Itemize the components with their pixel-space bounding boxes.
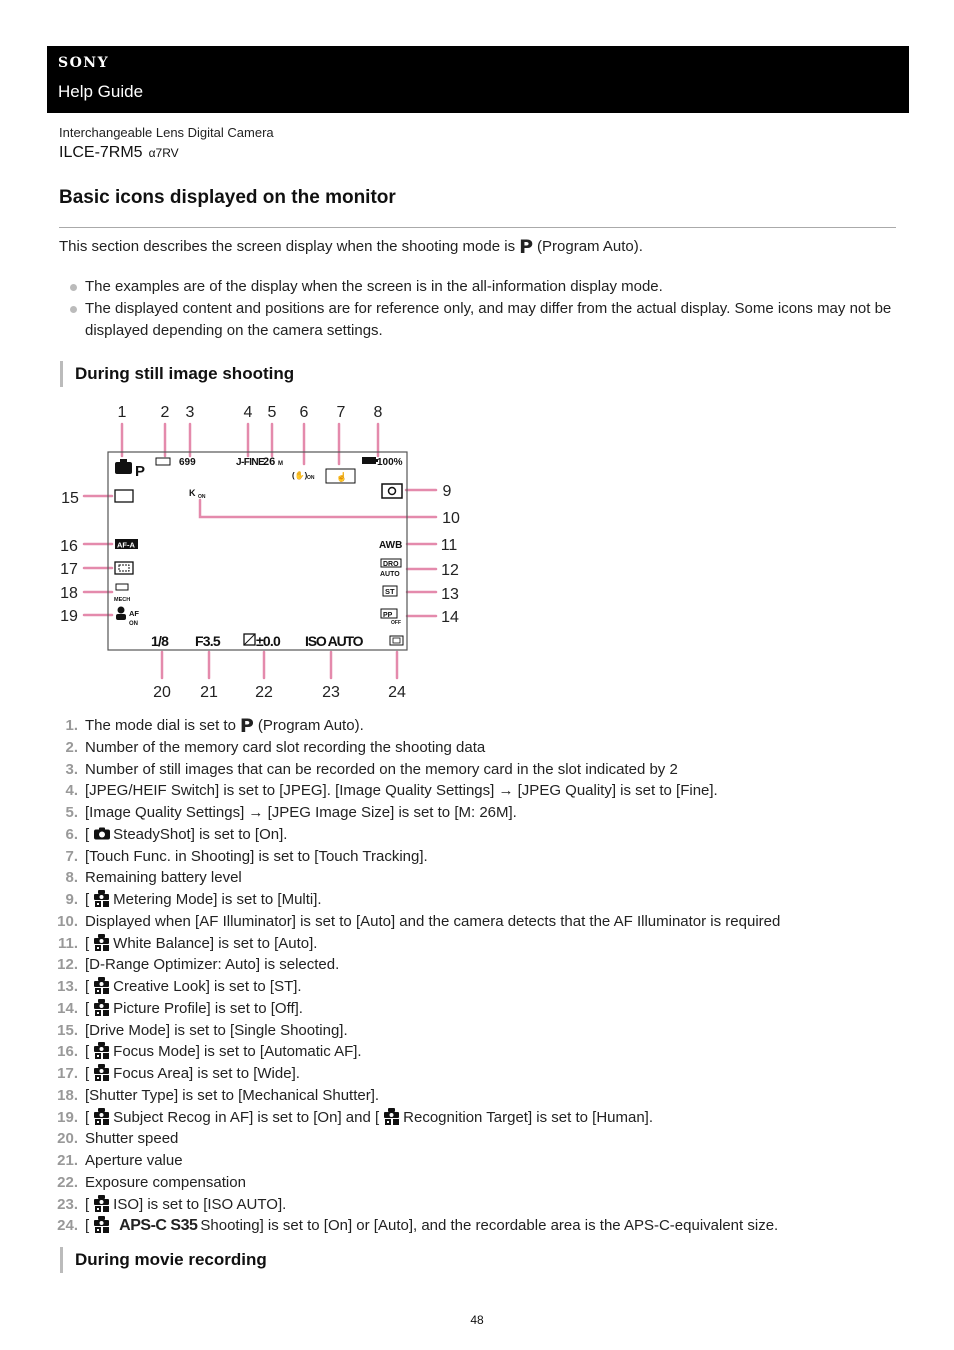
- callout-10: 10: [442, 510, 460, 527]
- legend-item-23: [50, 1194, 910, 1216]
- screen-creative: ST: [385, 587, 395, 596]
- page-number: 48: [470, 1313, 484, 1327]
- legend-text: [: [85, 1217, 90, 1235]
- page-title: Basic icons displayed on the monitor: [59, 187, 396, 208]
- legend-number: 11.: [57, 934, 78, 952]
- legend-text: [: [85, 1195, 90, 1213]
- monitor-screen-frame: [108, 452, 407, 650]
- battery-icon: [362, 457, 376, 464]
- shutter-mech-icon: [116, 584, 128, 590]
- intro-text: [59, 236, 643, 258]
- legend-text: [: [85, 1043, 90, 1061]
- shooting-menu-icon: [94, 1108, 110, 1125]
- legend-text: Subject Recog in AF] is set to [On] and [: [113, 1108, 380, 1126]
- section-still-shooting: During still image shooting: [60, 361, 294, 387]
- screen-battery: 100%: [377, 457, 403, 468]
- model-variant: α7RV: [148, 146, 179, 160]
- legend-item-7: [50, 846, 910, 868]
- screen-mech: MECH: [114, 597, 131, 603]
- screen-icons: [114, 456, 403, 649]
- legend-text: [: [85, 891, 90, 908]
- shooting-menu-icon: [384, 1108, 400, 1125]
- callout-23: 23: [322, 684, 340, 701]
- legend-text: Remaining battery level: [85, 869, 242, 887]
- legend-number: 1.: [65, 717, 78, 734]
- legend-number: 20.: [57, 1130, 78, 1148]
- legend-text: Number of still images that can be recorded on the memory card in the slot indicated by 2: [85, 760, 678, 778]
- camera-icon: [115, 462, 132, 474]
- legend-text: Shutter speed: [85, 1130, 179, 1148]
- legend-number: 19.: [57, 1108, 78, 1126]
- screen-steady-on: ON: [307, 475, 315, 481]
- legend-number: 24.: [57, 1217, 78, 1235]
- legend-text: [: [85, 1065, 90, 1082]
- legend-text: Recognition Target] is set to [Human].: [403, 1108, 654, 1126]
- note-item: The displayed content and positions are for reference only, and may differ from the actual display. Some icons may not be displayed depending on the camera settings.: [69, 298, 899, 342]
- touch-hand-icon: ☝: [336, 472, 348, 482]
- legend-item-21: [50, 1150, 910, 1172]
- callout-21: 21: [200, 684, 218, 701]
- legend-number: 10.: [57, 912, 78, 930]
- legend-number: 17.: [57, 1065, 78, 1082]
- callout-6: 6: [299, 404, 309, 421]
- legend-number: 5.: [65, 804, 78, 821]
- shooting-menu-icon: [94, 1195, 110, 1212]
- shooting-menu-icon: [94, 977, 110, 994]
- site-header: [47, 46, 909, 113]
- legend-item-17: [50, 1063, 910, 1085]
- section-movie-recording: During movie recording: [60, 1247, 267, 1273]
- legend-text: Shooting] is set to [On] or [Auto], and the recordable area is the APS-C-equivalent size.: [200, 1217, 779, 1235]
- legend-item-2: [50, 737, 910, 759]
- intro-before: This section describes the screen display when the shooting mode is: [59, 238, 516, 255]
- legend-text: [: [85, 825, 90, 843]
- aps-c-s35-icon: APS-C S35: [119, 1217, 198, 1235]
- callout-16: 16: [60, 538, 78, 555]
- legend-item-4: [50, 780, 910, 802]
- metering-icon: [382, 484, 402, 498]
- legend-number: 8.: [65, 869, 78, 887]
- legend-item-12: [50, 954, 910, 976]
- legend-text: Exposure compensation: [85, 1173, 246, 1191]
- legend-item-8: [50, 867, 910, 889]
- legend-text: [: [85, 978, 90, 995]
- callout-1: 1: [117, 404, 127, 421]
- callout-4: 4: [243, 404, 253, 421]
- legend-item-22: [50, 1172, 910, 1194]
- screen-af-mode: AF-A: [117, 540, 135, 550]
- shooting-menu-icon: [94, 999, 110, 1016]
- legend-number: 22.: [57, 1173, 78, 1191]
- callout-9: 9: [442, 483, 452, 500]
- screen-dro-1: DRO: [383, 561, 399, 568]
- legend-text: Picture Profile] is set to [Off].: [113, 999, 303, 1017]
- legend-item-5: [50, 802, 910, 824]
- screen-af: AF: [129, 609, 139, 618]
- drive-single-icon: [115, 490, 133, 502]
- model-code: ILCE-7RM5: [59, 144, 143, 161]
- legend-text: [Drive Mode] is set to [Single Shooting].: [85, 1021, 348, 1039]
- legend-text: (Program Auto).: [257, 717, 364, 734]
- screen-size-unit: M: [278, 461, 283, 467]
- shooting-menu-icon: [94, 890, 110, 907]
- legend-text: [JPEG/HEIF Switch] is set to [JPEG]. [Image Quality Settings] → [JPEG Quality] is set to [Fine].: [85, 782, 718, 800]
- screen-af-ill-on: ON: [198, 494, 206, 500]
- legend-text: Focus Area] is set to [Wide].: [113, 1065, 300, 1082]
- callout-19: 19: [60, 608, 78, 625]
- steadyshot-icon: (✋): [292, 471, 308, 480]
- focus-area-wide-icon: [115, 562, 133, 574]
- legend-item-20: [50, 1128, 910, 1150]
- program-p-icon: P: [519, 236, 534, 258]
- help-guide-title[interactable]: Help Guide: [58, 82, 144, 101]
- intro-after: (Program Auto).: [537, 238, 643, 255]
- legend-number: 7.: [65, 847, 78, 865]
- screen-pp-off: OFF: [391, 620, 401, 626]
- card-slot-icon: [156, 458, 170, 465]
- camera-icon: [94, 825, 110, 842]
- legend-number: 21.: [57, 1152, 78, 1169]
- legend-text: Focus Mode] is set to [Automatic AF].: [113, 1043, 362, 1061]
- legend-item-3: [50, 759, 910, 781]
- legend-item-16: [50, 1041, 910, 1063]
- legend-text: [D-Range Optimizer: Auto] is selected.: [85, 956, 340, 974]
- screen-aperture: F3.5: [195, 633, 220, 649]
- legend-number: 14.: [57, 999, 78, 1017]
- product-line: Interchangeable Lens Digital Camera: [59, 125, 274, 140]
- notes-list: [69, 276, 899, 342]
- shooting-menu-icon: [94, 1216, 110, 1233]
- callout-2: 2: [160, 404, 170, 421]
- legend-text: Displayed when [AF Illuminator] is set to [Auto] and the camera detects that the AF Illuminator is required: [85, 912, 781, 930]
- legend-number: 16.: [57, 1043, 78, 1061]
- callout-12: 12: [441, 562, 459, 579]
- legend-number: 23.: [57, 1195, 78, 1213]
- legend-number: 9.: [65, 891, 78, 908]
- screen-dro-2: AUTO: [380, 571, 400, 578]
- legend-text: Number of the memory card slot recording the shooting data: [85, 738, 486, 756]
- screen-size: 26: [263, 456, 276, 468]
- legend-item-10: [50, 911, 910, 933]
- note-item: The examples are of the display when the screen is in the all-information display mode.: [69, 276, 899, 298]
- callout-3: 3: [185, 404, 195, 421]
- legend-item-1: [50, 715, 910, 737]
- screen-af-on: ON: [129, 621, 138, 627]
- legend-number: 3.: [65, 760, 78, 778]
- callout-22: 22: [255, 684, 273, 701]
- callout-7: 7: [336, 404, 346, 421]
- callout-13: 13: [441, 586, 459, 603]
- callout-11: 11: [440, 537, 458, 554]
- sony-logo[interactable]: SONY: [58, 55, 110, 71]
- legend-text: [Touch Func. in Shooting] is set to [Touch Tracking].: [85, 847, 428, 865]
- legend-item-15: [50, 1020, 910, 1042]
- screen-pp: PP: [383, 612, 393, 619]
- aps-c-icon: [390, 636, 403, 645]
- legend-text: [Image Quality Settings] → [JPEG Image Size] is set to [M: 26M].: [85, 804, 517, 821]
- legend-text: SteadyShot] is set to [On].: [113, 825, 288, 843]
- program-p-icon: P: [239, 715, 254, 737]
- title-divider: [59, 227, 896, 228]
- legend-item-6: [50, 824, 910, 846]
- screen-shutter: 1/8: [151, 633, 169, 649]
- screen-shots: 699: [179, 457, 196, 468]
- callout-8: 8: [373, 404, 383, 421]
- camera-icon-top: [120, 459, 127, 463]
- legend-number: 2.: [65, 738, 78, 756]
- callout-5: 5: [267, 404, 277, 421]
- legend-item-11: [50, 933, 910, 955]
- legend-text: The mode dial is set to: [85, 717, 236, 734]
- model-name: [59, 144, 179, 162]
- screen-quality: J-FINE: [236, 457, 265, 468]
- screen-iso: ISO AUTO: [305, 633, 363, 649]
- legend-number: 4.: [65, 782, 78, 800]
- screen-exposure: ±0.0: [256, 633, 280, 649]
- legend-item-24: [50, 1215, 910, 1237]
- callout-18: 18: [60, 585, 78, 602]
- legend-number: 18.: [57, 1086, 78, 1104]
- legend-item-14: [50, 998, 910, 1020]
- legend-item-9: [50, 889, 910, 911]
- legend-text: Aperture value: [85, 1152, 183, 1169]
- legend-number: 15.: [57, 1021, 78, 1039]
- legend-number: 6.: [65, 825, 78, 843]
- screen-awb: AWB: [379, 540, 403, 551]
- monitor-diagram: [55, 398, 475, 704]
- screen-mode-p: P: [135, 463, 146, 480]
- legend-text: Metering Mode] is set to [Multi].: [113, 891, 322, 908]
- legend-item-18: [50, 1085, 910, 1107]
- legend-text: [Shutter Type] is set to [Mechanical Shutter].: [85, 1086, 380, 1104]
- legend-number: 12.: [57, 956, 78, 974]
- legend-text: Creative Look] is set to [ST].: [113, 978, 302, 995]
- legend-item-13: [50, 976, 910, 998]
- subject-recog-icon: [118, 607, 125, 614]
- callout-20: 20: [153, 684, 171, 701]
- legend-item-19: [50, 1107, 910, 1129]
- legend-text: [: [85, 1108, 90, 1126]
- callout-15: 15: [61, 490, 79, 507]
- legend-text: [: [85, 934, 90, 952]
- legend-text: ISO] is set to [ISO AUTO].: [113, 1195, 287, 1213]
- legend-text: White Balance] is set to [Auto].: [113, 934, 318, 952]
- shooting-menu-icon: [94, 1042, 110, 1059]
- callout-17: 17: [60, 561, 78, 578]
- af-illuminator-icon: K: [189, 488, 196, 498]
- shooting-menu-icon: [94, 1064, 110, 1081]
- callout-24: 24: [388, 684, 406, 701]
- callout-14: 14: [441, 609, 459, 626]
- legend-text: [: [85, 999, 90, 1017]
- shooting-menu-icon: [94, 934, 110, 951]
- icon-legend-list: [50, 715, 910, 1237]
- legend-number: 13.: [57, 978, 78, 995]
